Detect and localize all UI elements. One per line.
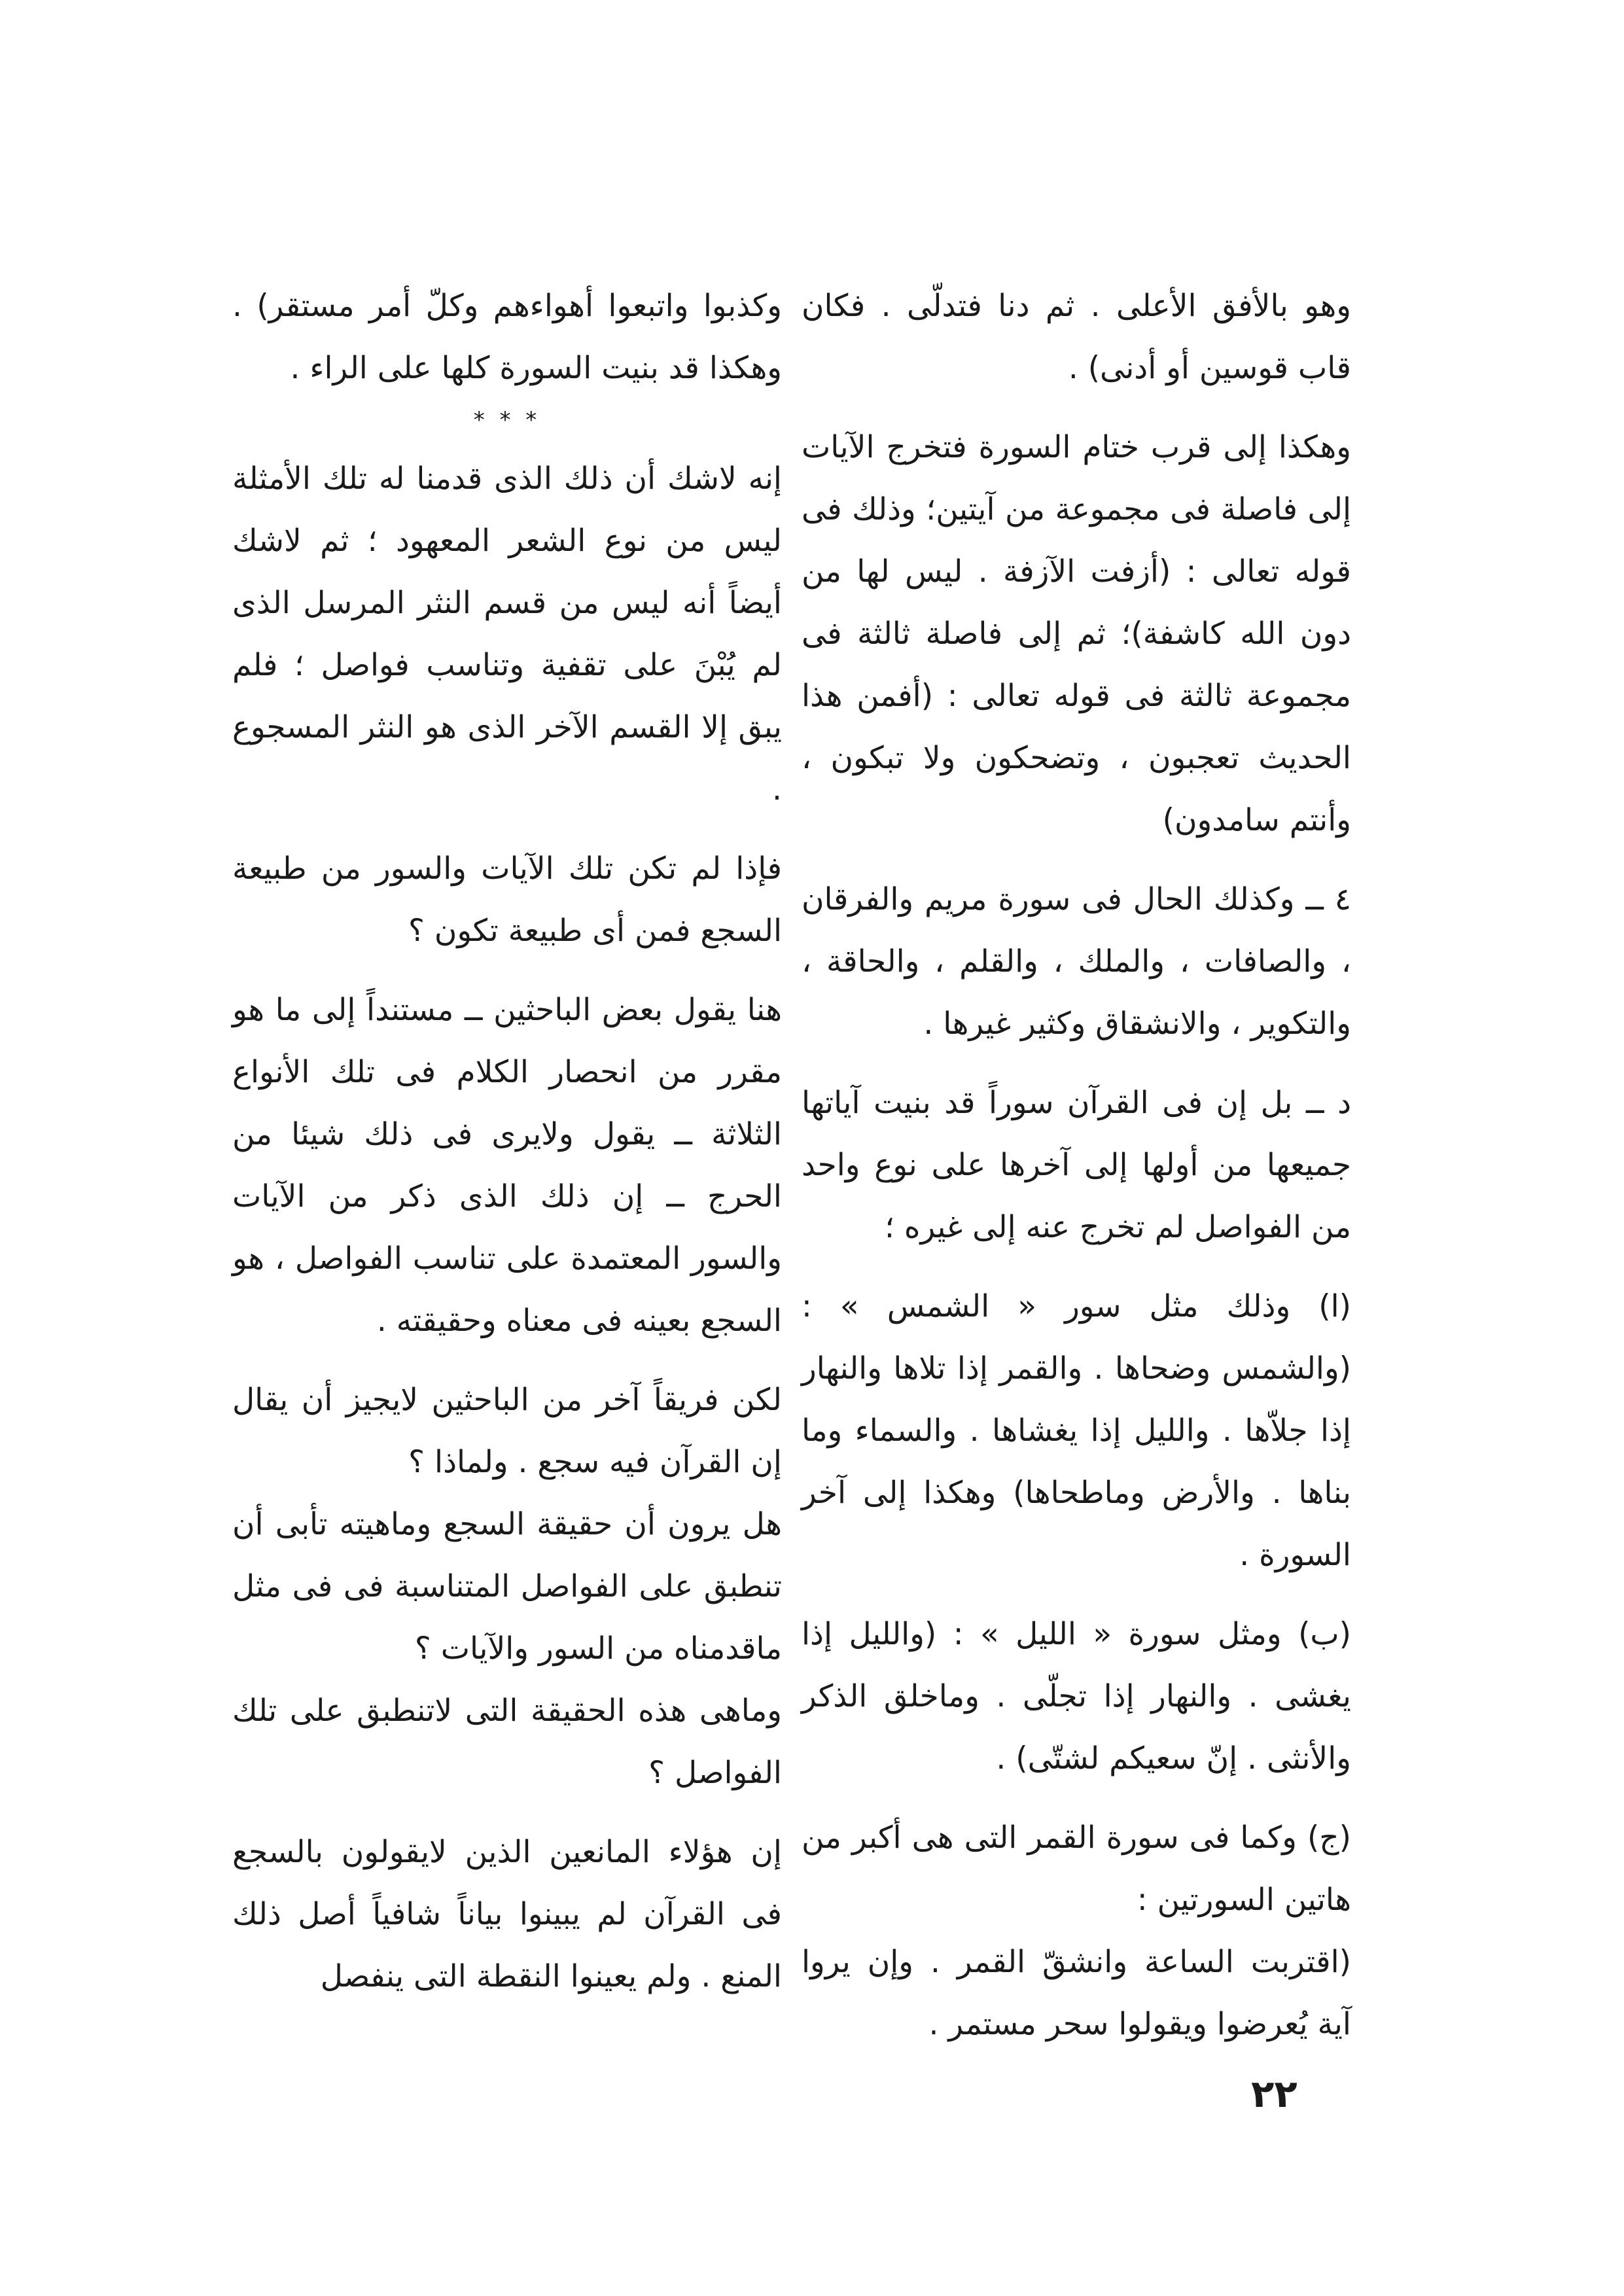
paragraph: (ج) وكما فى سورة القمر التى هى أكبر من هاتين السورتين :	[802, 1820, 1351, 1918]
paragraph: هل يرون أن حقيقة السجع وماهيته تأبى أن تنطبق على الفواصل المتناسبة فى فى مثل ماقدمناه من السور والآيات ؟	[232, 1506, 782, 1667]
paragraph: وماهى هذه الحقيقة التى لاتنطبق على تلك الفواصل ؟	[232, 1693, 782, 1791]
paragraph: د ــ بل إن فى القرآن سوراً قد بنيت آياتها جميعها من أولها إلى آخرها على نوع واحد من الفواصل لم تخرج عنه إلى غيره ؛	[802, 1085, 1351, 1245]
paragraph: وهو بالأفق الأعلى . ثم دنا فتدلّى . فكان قاب قوسين أو أدنى) .	[802, 288, 1351, 386]
paragraph: وهكذا إلى قرب ختام السورة فتخرج الآيات إلى فاصلة فى مجموعة من آيتين؛ وذلك فى قوله تعالى : (أزفت الآزفة . ليس لها من دون الله كاشفة)؛ ثم إلى فاصلة ثالثة فى مجموعة ثالثة فى قوله تعالى : (أفمن هذا الحديث تعجبون ، وتضحكون ولا تبكون ، وأنتم سامدون)	[802, 429, 1351, 838]
section-separator: * * *	[473, 407, 541, 433]
paragraph: ٤ ــ وكذلك الحال فى سورة مريم والفرقان ، والصافات ، والملك ، والقلم ، والحاقة ، والتكوير ، والانشقاق وكثير غيرها .	[802, 881, 1351, 1042]
left-text-column	[232, 275, 782, 2024]
paragraph: (ب) ومثل سورة « الليل » : (والليل إذا يغشى . والنهار إذا تجلّى . وماخلق الذكر والأنثى . إنّ سعيكم لشتّى) .	[802, 1616, 1351, 1776]
paragraph: إن هؤلاء المانعين الذين لايقولون بالسجع فى القرآن لم يبينوا بياناً شافياً أصل ذلك المنع . ولم يعينوا النقطة التى ينفصل	[232, 1834, 782, 1994]
paragraph: فإذا لم تكن تلك الآيات والسور من طبيعة السجع فمن أى طبيعة تكون ؟	[232, 851, 782, 949]
paragraph: لكن فريقاً آخر من الباحثين لايجيز أن يقال إن القرآن فيه سجع . ولماذا ؟	[232, 1382, 782, 1480]
paragraph: (اقتربت الساعة وانشقّ القمر . وإن يروا آية يُعرضوا ويقولوا سحر مستمر .	[802, 1944, 1351, 2042]
paragraph: إنه لاشك أن ذلك الذى قدمنا له تلك الأمثلة ليس من نوع الشعر المعهود ؛ ثم لاشك أيضاً أنه ليس من قسم النثر المرسل الذى لم يُبْنَ على تقفية وتناسب فواصل ؛ فلم يبق إلا القسم الآخر الذى هو النثر المسجوع .	[232, 461, 782, 807]
page-number: ٢٢	[1251, 2072, 1297, 2116]
paragraph: (ا) وذلك مثل سور « الشمس » : (والشمس وضحاها . والقمر إذا تلاها والنهار إذا جلاّها . والليل إذا يغشاها . والسماء وما بناها . والأرض وماطحاها) وهكذا إلى آخر السورة .	[802, 1288, 1351, 1573]
paragraph: هنا يقول بعض الباحثين ــ مستنداً إلى ما هو مقرر من انحصار الكلام فى تلك الأنواع الثلاثة ــ يقول ولايرى فى ذلك شيئا من الحرج ــ إن ذلك الذى ذكر من الآيات والسور المعتمدة على تناسب الفواصل ، هو السجع بعينه فى معناه وحقيقته .	[232, 992, 782, 1339]
right-text-column	[802, 275, 1351, 2072]
paragraph: وكذبوا واتبعوا أهواءهم وكلّ أمر مستقر) . وهكذا قد بنيت السورة كلها على الراء .	[232, 288, 782, 386]
